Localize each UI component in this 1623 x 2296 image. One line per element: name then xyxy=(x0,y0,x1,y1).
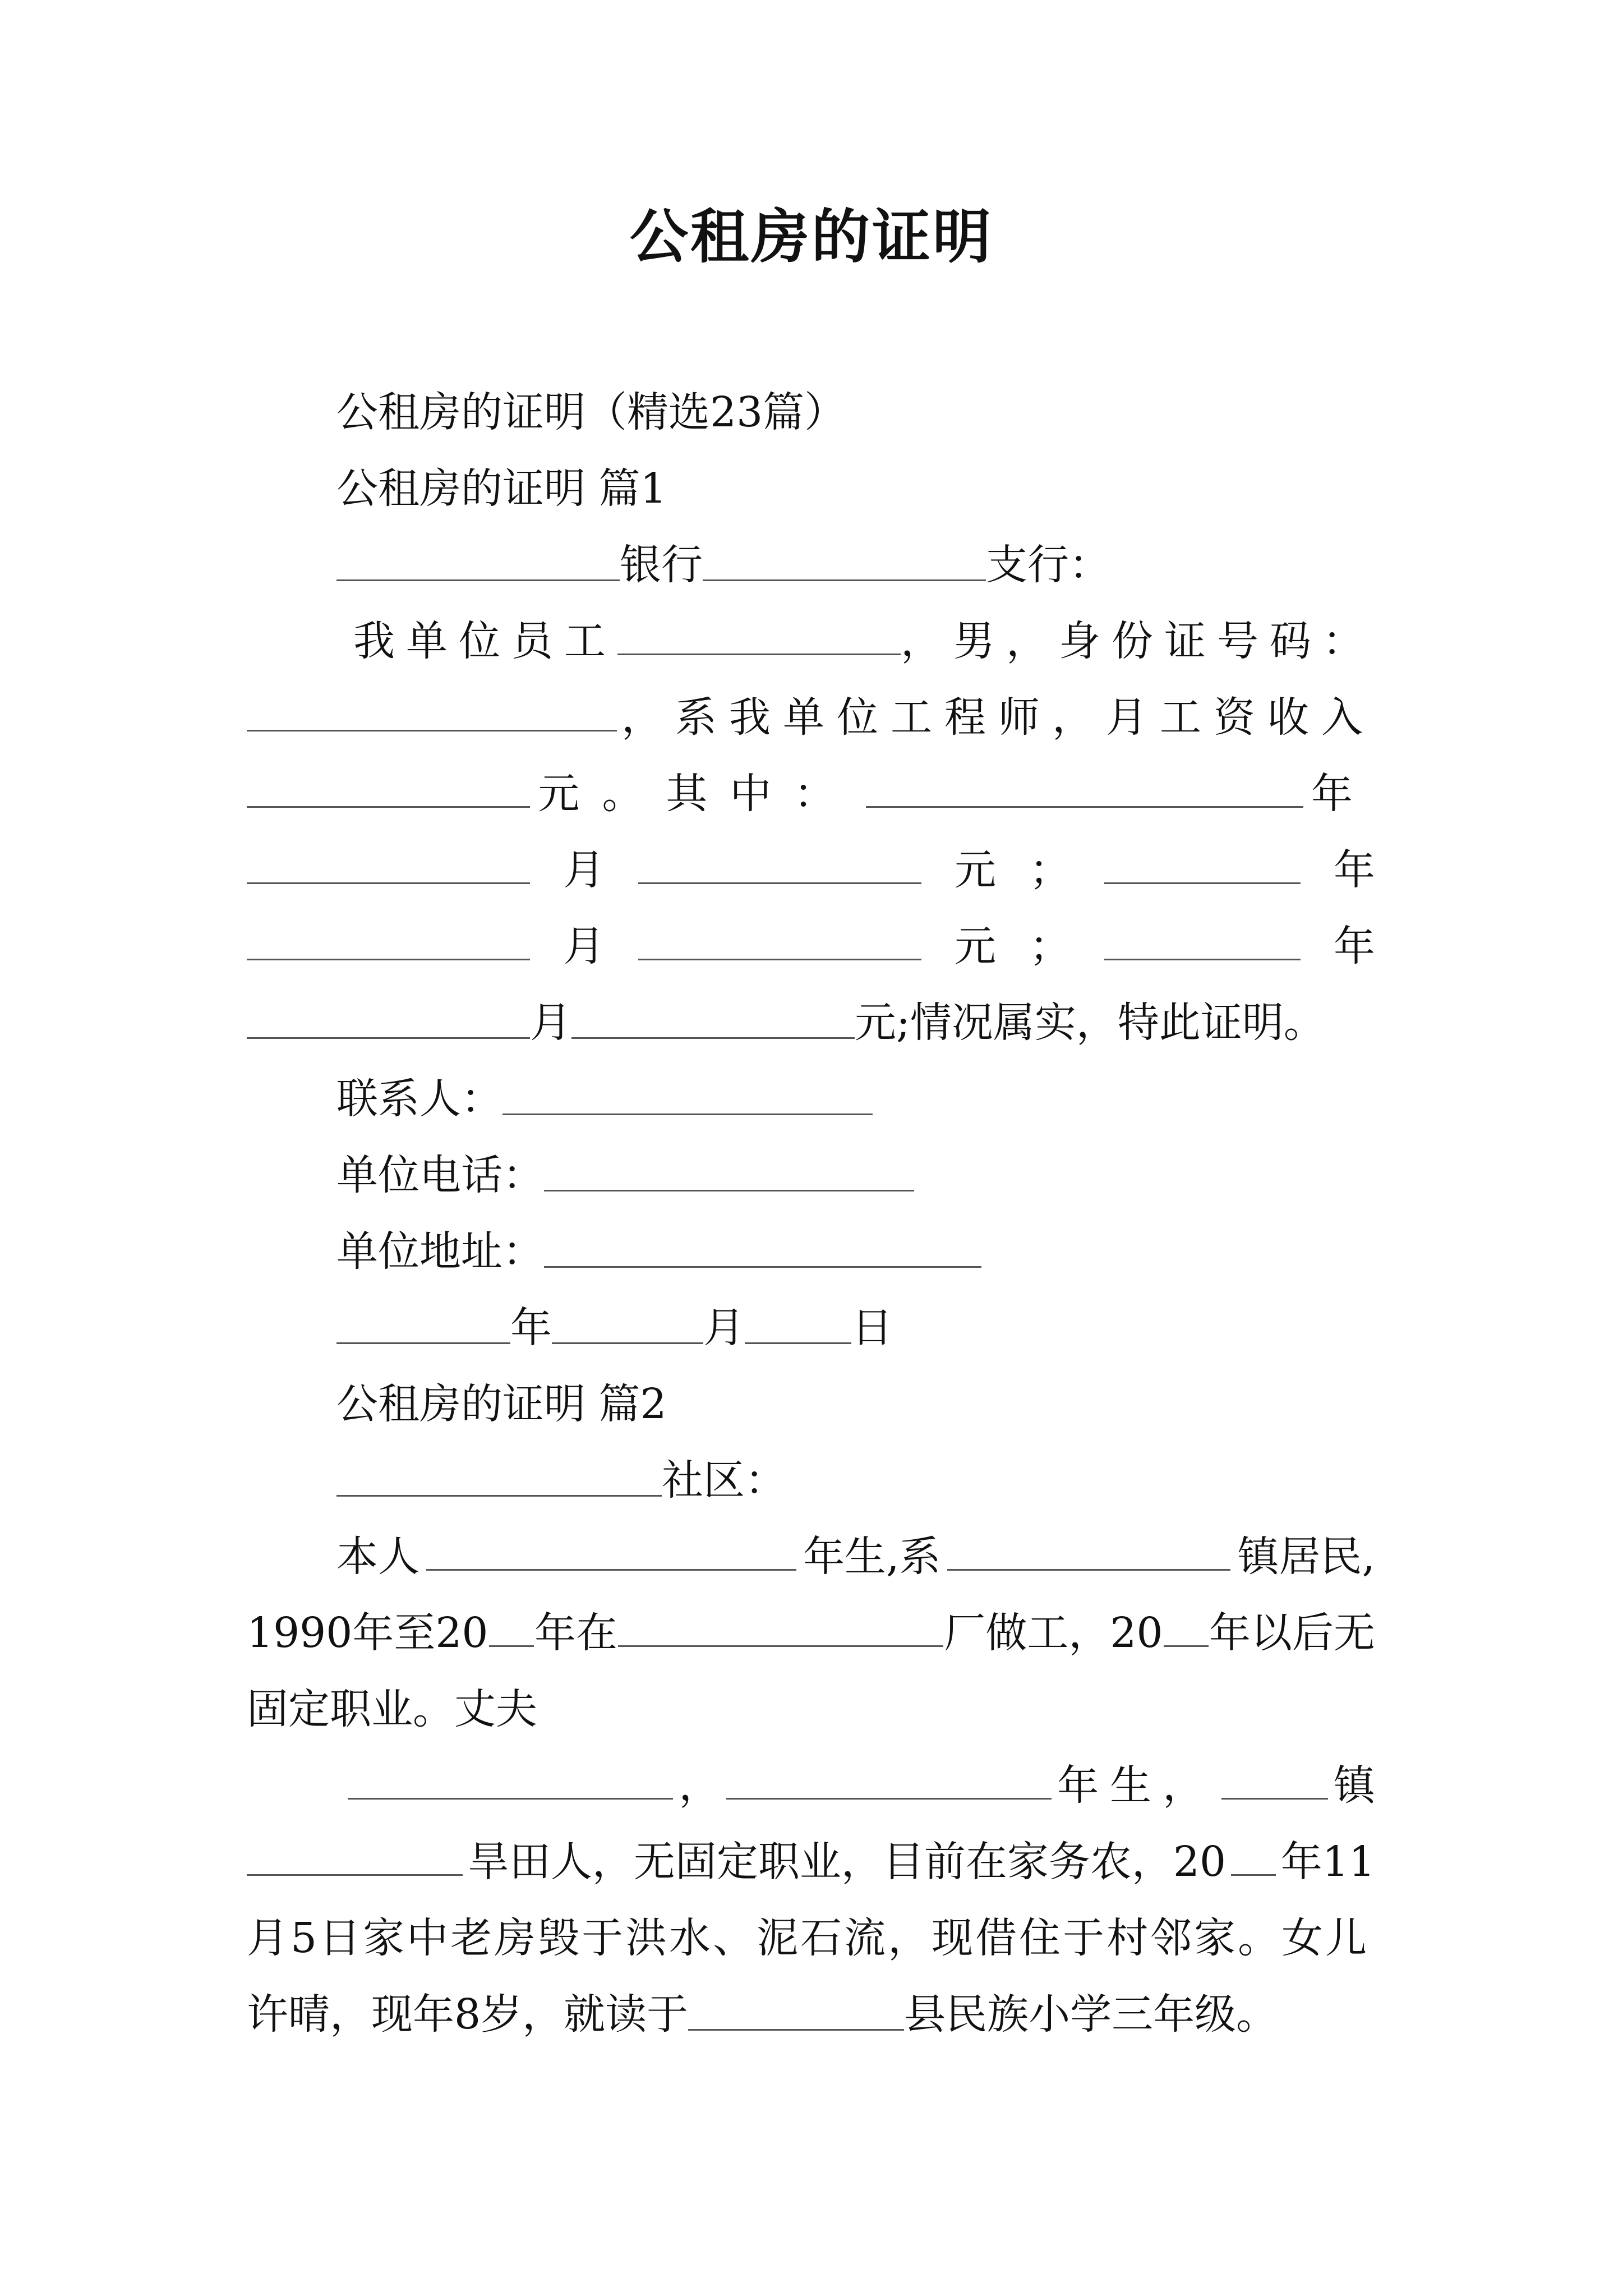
year-label: 年 xyxy=(1333,922,1375,970)
husband-intro-line: 固定职业。丈夫 xyxy=(247,1685,537,1733)
date-year-blank[interactable] xyxy=(336,1303,510,1344)
address-line xyxy=(336,1221,981,1282)
month-label: 月 xyxy=(563,922,605,970)
branch-word: 支行： xyxy=(986,541,1110,589)
community-line xyxy=(336,1450,786,1511)
period3-amount-blank[interactable] xyxy=(571,998,855,1039)
contact-blank[interactable] xyxy=(502,1074,873,1115)
town-blank[interactable] xyxy=(947,1530,1230,1571)
period1-amount-blank[interactable] xyxy=(638,843,921,884)
contact-label: 联系人： xyxy=(336,1075,502,1123)
jobless-year-blank[interactable] xyxy=(1164,1606,1209,1647)
work-end-year-blank[interactable] xyxy=(489,1606,534,1647)
bank-line xyxy=(336,534,1110,596)
flood-year-text: 年11 xyxy=(1280,1838,1375,1886)
employee-label: 我单位员工 xyxy=(353,617,617,665)
self-line xyxy=(336,1526,1375,1588)
work-line xyxy=(247,1602,1375,1664)
conclusion-line xyxy=(247,992,1325,1053)
contact-line xyxy=(336,1068,873,1130)
jobless-text: 年以后无 xyxy=(1209,1609,1375,1657)
employee-line xyxy=(336,610,1375,672)
period2-amount-blank[interactable] xyxy=(638,919,921,960)
income-line xyxy=(247,763,1375,825)
husband-name-blank[interactable] xyxy=(348,1759,673,1800)
period1-month-blank[interactable] xyxy=(247,843,530,884)
farming-text: 旱田人，无固定职业，目前在家务农，20 xyxy=(467,1838,1227,1886)
engineer-text: ，系我单位工程师，月工资收入 xyxy=(621,693,1375,742)
self-label: 本人 xyxy=(336,1533,419,1581)
employee-name-blank[interactable] xyxy=(617,614,901,655)
bank-blank[interactable] xyxy=(336,540,620,581)
date-day-blank[interactable] xyxy=(745,1303,851,1344)
year-label: 年 xyxy=(1333,846,1375,894)
date-month-blank[interactable] xyxy=(552,1303,703,1344)
document-subtitle: 公租房的证明（精选23篇） xyxy=(336,388,846,436)
period3-month-blank[interactable] xyxy=(247,998,530,1039)
period2-month-blank[interactable] xyxy=(247,919,530,960)
id-number-blank[interactable] xyxy=(247,691,617,731)
bank-word: 银行 xyxy=(620,541,703,589)
period1-year-blank[interactable] xyxy=(866,767,1303,808)
resident-text: 镇居民, xyxy=(1237,1533,1375,1581)
period2-year-blank[interactable] xyxy=(1104,843,1301,884)
date-month: 月 xyxy=(703,1304,745,1352)
address-label: 单位地址： xyxy=(336,1227,544,1276)
husband-line xyxy=(348,1755,1375,1816)
husband-born-text: 年生， xyxy=(1057,1761,1216,1810)
daughter-text: 许晴，现年8岁，就读于 xyxy=(247,1990,689,2039)
semicolon: ； xyxy=(1029,846,1071,894)
date-line xyxy=(336,1297,893,1359)
income-text: 元。其中： xyxy=(538,770,858,818)
phone-label: 单位电话： xyxy=(336,1151,544,1199)
year-label: 年 xyxy=(1311,770,1375,818)
work-factory: 厂做工，20 xyxy=(944,1609,1163,1657)
semicolon: ； xyxy=(1029,922,1071,970)
engineer-line xyxy=(247,687,1375,748)
part1-heading: 公租房的证明 篇1 xyxy=(336,464,667,513)
month-label: 月 xyxy=(530,999,571,1047)
daughter-line xyxy=(247,1984,1278,2045)
income-blank[interactable] xyxy=(247,767,530,808)
village-blank[interactable] xyxy=(247,1835,463,1876)
yuan-label: 元 xyxy=(954,922,996,970)
self-name-blank[interactable] xyxy=(426,1530,796,1571)
month-label: 月 xyxy=(563,846,605,894)
period2-line xyxy=(247,839,1375,901)
husband-town-blank[interactable] xyxy=(1221,1759,1328,1800)
flood-year-blank[interactable] xyxy=(1231,1835,1276,1876)
community-blank[interactable] xyxy=(336,1456,662,1497)
part2-heading: 公租房的证明 篇2 xyxy=(336,1380,667,1428)
id-label: ，男，身份证号码： xyxy=(901,617,1375,665)
flood-line: 月5日家中老房毁于洪水、泥石流，现借住于村邻家。女儿 xyxy=(247,1914,1370,1962)
school-text: 县民族小学三年级。 xyxy=(904,1990,1278,2039)
factory-blank[interactable] xyxy=(618,1606,943,1647)
address-blank[interactable] xyxy=(544,1227,981,1268)
date-day: 日 xyxy=(851,1304,893,1352)
farming-line xyxy=(247,1831,1375,1893)
phone-blank[interactable] xyxy=(544,1151,914,1191)
county-blank[interactable] xyxy=(688,1990,904,2031)
yuan-label: 元 xyxy=(954,846,996,894)
work-from: 1990年至20 xyxy=(247,1609,488,1657)
conclusion-text: 元;情况属实，特此证明。 xyxy=(855,999,1325,1047)
phone-line xyxy=(336,1144,914,1206)
town-word: 镇 xyxy=(1333,1761,1375,1810)
period3-year-blank[interactable] xyxy=(1104,919,1301,960)
work-at: 年在 xyxy=(534,1609,617,1657)
comma: ， xyxy=(679,1761,721,1810)
husband-birth-blank[interactable] xyxy=(726,1759,1052,1800)
date-year: 年 xyxy=(510,1304,552,1352)
document-title: 公租房的证明 xyxy=(629,202,993,271)
community-word: 社区： xyxy=(662,1456,786,1504)
branch-blank[interactable] xyxy=(703,540,986,581)
period3-line xyxy=(247,915,1375,977)
born-text: 年生,系 xyxy=(803,1533,941,1581)
